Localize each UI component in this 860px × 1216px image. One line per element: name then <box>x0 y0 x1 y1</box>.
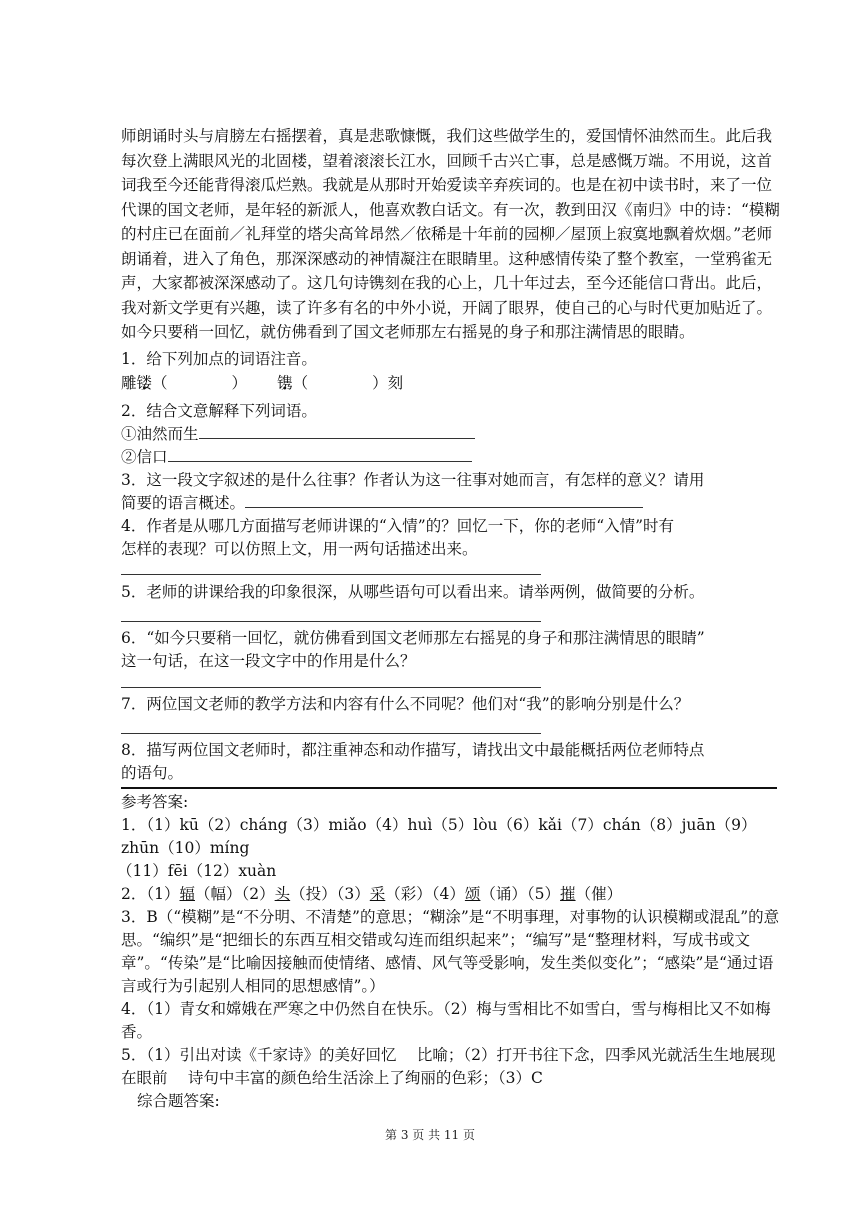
term-youranersheng: ①油然而生 <box>121 425 199 443</box>
answer-2-item: （幅）（2） <box>195 885 275 903</box>
answer-5: 5．（1）引出对读《千家诗》的美好回忆 比喻；（2）打开书往下念，四季风光就活生生地展现在眼前 诗句中丰富的颜色给生活涂上了绚丽的色彩；（3）C <box>121 1046 776 1087</box>
question-8-line1: 8．描写两位国文老师时，都注重神态和动作描写，请找出文中最能概括两位老师特点 <box>121 741 705 759</box>
answer-2-item: 辐 <box>179 885 195 903</box>
answer-2-item: （彩）（4） <box>385 885 465 903</box>
paren-close-ke: ）刻 <box>372 374 404 392</box>
answer-line-7[interactable] <box>121 733 541 734</box>
answer-blank-3[interactable] <box>245 493 643 508</box>
answer-2-item: 颂 <box>464 885 481 903</box>
answer-line-4[interactable] <box>121 574 541 575</box>
question-6-line2: 这一句话，在这一段文字中的作用是什么？ <box>121 652 416 670</box>
char-diao: 雕 <box>121 374 137 392</box>
answer-1-line2: zhūn（10）míng <box>121 839 250 857</box>
answer-line-5[interactable] <box>121 621 541 622</box>
term-xinkou: ②信口 <box>121 448 168 466</box>
section-divider <box>121 787 777 789</box>
answer-2-item: （投）（3） <box>290 885 370 903</box>
question-1: 1．给下列加点的词语注音。 <box>121 350 317 368</box>
question-2-b <box>121 446 472 468</box>
answer-blank-2b[interactable] <box>168 447 472 462</box>
answer-2-item: 摧 <box>560 885 576 903</box>
question-4-line2: 怎样的表现？可以仿照上文，用一两句话描述出来。 <box>121 540 478 558</box>
answer-4: 4．（1）青女和嫦娥在严寒之中仍然自在快乐。（2）梅与雪相比不如雪白，雪与梅相比又不如梅香。 <box>121 1000 771 1041</box>
question-4-line1: 4．作者是从哪几方面描写老师讲课的“入情”的？回忆一下，你的老师“入情”时有 <box>121 517 675 535</box>
question-2: 2．结合文意解释下列词语。 <box>121 402 317 420</box>
answer-2-item: （催） <box>575 885 623 903</box>
answer-3: 3．B（“模糊”是“不分明、不清楚”的意思；“糊涂”是“不明事理，对事物的认识模糊或混乱”的意思。“编织”是“把细长的东西互相交错或勾连而组织起来”；“编写”是“整理材料，写成书或文章”。“传染”是“比喻因接触而使情绪、感情、风气等受影响，发生类似变化”；“感染”是“通过语言或行为引起别人相同的思想感情”。） <box>121 908 780 995</box>
question-1-words <box>121 372 403 394</box>
char-lou-dotted: 镂 <box>136 374 153 392</box>
composite-answers-heading: 综合题答案: <box>137 1092 220 1110</box>
question-6-line1: 6．“如今只要稍一回忆，就仿佛看到国文老师那左右摇晃的身子和那注满情思的眼睛” <box>121 629 705 647</box>
question-8-line2: 的语句。 <box>121 764 184 782</box>
answer-2-prefix: 2．（1） <box>121 885 180 903</box>
answers-heading: 参考答案: <box>121 793 189 811</box>
question-5: 5．老师的讲课给我的印象很深，从哪些语句可以看出来。请举两例，做简要的分析。 <box>121 583 705 601</box>
answer-blank-2a[interactable] <box>199 424 475 439</box>
question-7: 7．两位国文老师的教学方法和内容有什么不同呢？他们对“我”的影响分别是什么？ <box>121 695 690 713</box>
question-2-a <box>121 423 475 445</box>
page-footer: 第 3 页 共 11 页 <box>385 1128 475 1142</box>
answer-1-line1: 1．（1）kū（2）cháng（3）miǎo（4）huì（5）lòu（6）kǎi（7）chán（8）juān（9） <box>121 816 757 834</box>
question-3-line2-text: 简要的语言概述。 <box>121 494 246 512</box>
question-3-line1: 3．这一段文字叙述的是什么往事？作者认为这一往事对她而言，有怎样的意义？请用 <box>121 471 705 489</box>
answer-2 <box>121 883 622 905</box>
answer-2-item: 头 <box>274 885 291 903</box>
answer-line-6[interactable] <box>121 687 541 688</box>
paren-open: （ <box>152 374 168 392</box>
answer-2-item: 采 <box>369 885 386 903</box>
paren-close: ） <box>231 374 248 392</box>
answer-1-line3: （11）fēi（12）xuàn <box>117 862 277 880</box>
answer-2-item: （诵）（5） <box>480 885 561 903</box>
char-juan-dotted: 镌 <box>277 374 293 392</box>
passage-paragraph: 师朗诵时头与肩膀左右摇摆着，真是悲歌慷慨，我们这些做学生的，爱国情怀油然而生。此后我每次登上满眼风光的北固楼，望着滚滚长江水，回顾千古兴亡事，总是感慨万端。不用说，这首词我至今还能背得滚瓜烂熟。我就是从那时开始爱读辛弃疾词的。也是在初中读书时，来了一位代课的国文老师，是年轻的新派人，他喜欢教白话文。有一次，教到田汉《南归》中的诗：“模糊的村庄已在面前／礼拜堂的塔尖高耸昂然／依稀是十年前的园柳／屋顶上寂寞地飘着炊烟。”老师朗诵着，进入了角色，那深深感动的神情凝注在眼睛里。这种感情传染了整个教室，一堂鸦雀无声，大家都被深深感动了。这几句诗镌刻在我的心上，几十年过去，至今还能信口背出。此后，我对新文学更有兴趣，读了许多有名的中外小说，开阔了眼界，使自己的心与时代更加贴近了。如今只要稍一回忆，就仿佛看到了国文老师那左右摇晃的身子和那注满情思的眼睛。 <box>121 127 780 341</box>
paren-open-2: （ <box>292 374 309 392</box>
question-3-line2 <box>121 492 643 514</box>
